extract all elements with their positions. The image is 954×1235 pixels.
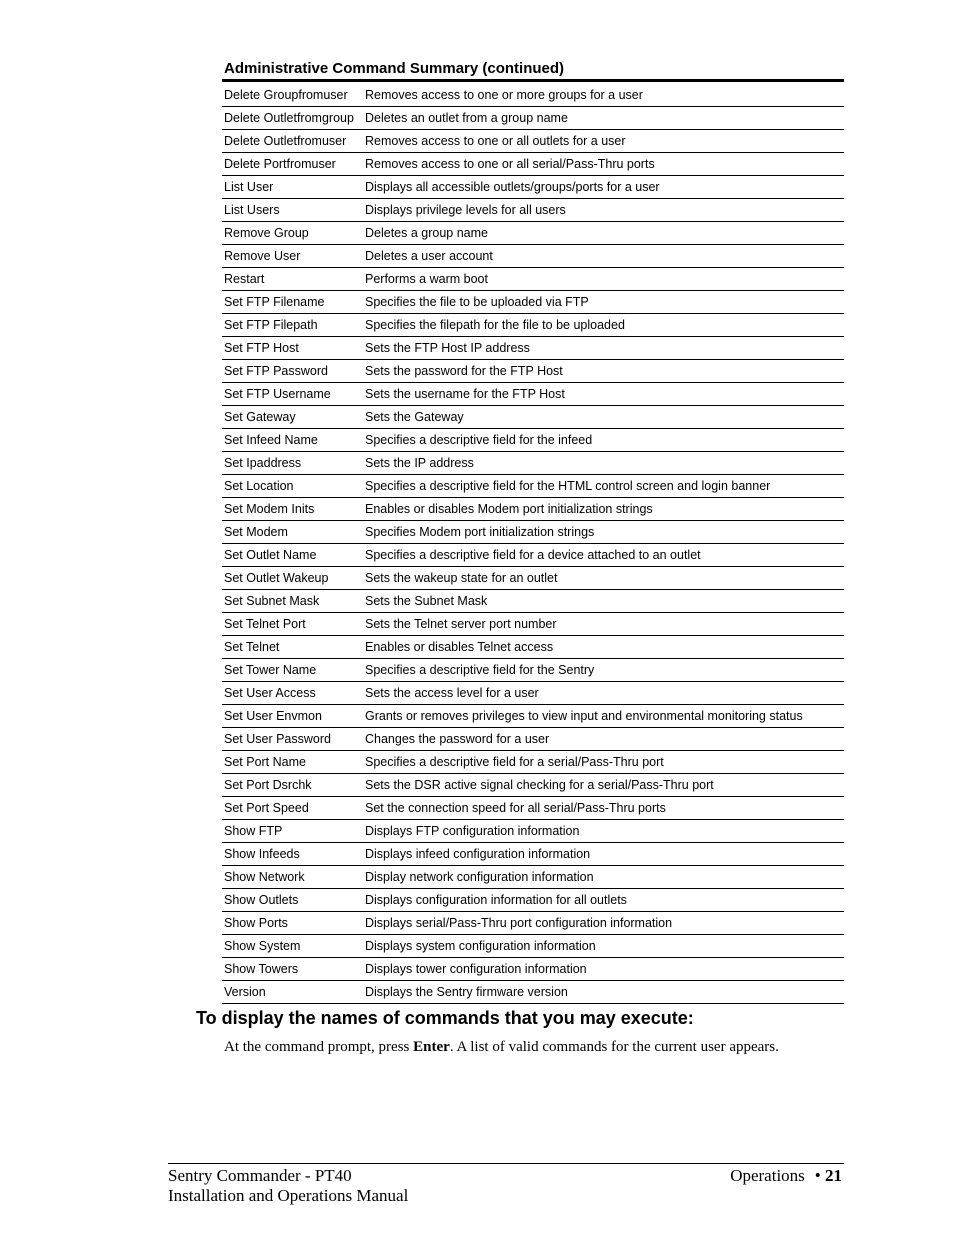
instruction-key-enter: Enter [413,1039,450,1055]
command-description-cell: Sets the password for the FTP Host [363,360,844,383]
table-row [222,337,844,360]
command-name-cell: Delete Outletfromuser [222,130,363,153]
command-description-cell: Sets the username for the FTP Host [363,383,844,406]
command-description-cell: Changes the password for a user [363,728,844,751]
command-name-cell: Delete Groupfromuser [222,84,363,107]
command-name-cell: Set Port Dsrchk [222,774,363,797]
table-row [222,866,844,889]
command-name-cell: Set Port Speed [222,797,363,820]
table-row [222,705,844,728]
command-description-cell: Displays tower configuration information [363,958,844,981]
command-description-cell: Removes access to one or more groups for a user [363,84,844,107]
command-description-cell: Specifies a descriptive field for a device attached to an outlet [363,544,844,567]
command-name-cell: Set Telnet [222,636,363,659]
command-description-cell: Enables or disables Modem port initialization strings [363,498,844,521]
title-rule [222,79,844,82]
command-name-cell: Set Tower Name [222,659,363,682]
command-description-cell: Sets the FTP Host IP address [363,337,844,360]
table-row [222,268,844,291]
table-row [222,84,844,107]
table-row [222,130,844,153]
command-summary-table [222,84,844,1004]
command-name-cell: Restart [222,268,363,291]
table-row [222,682,844,705]
table-row [222,567,844,590]
footer-chapter: Operations [730,1166,805,1185]
footer-rule [168,1163,844,1164]
footer-bullet: • [814,1166,821,1185]
table-row [222,544,844,567]
table-row [222,590,844,613]
command-name-cell: Show Network [222,866,363,889]
command-name-cell: Show Ports [222,912,363,935]
command-description-cell: Sets the DSR active signal checking for a serial/Pass-Thru port [363,774,844,797]
command-name-cell: Delete Portfromuser [222,153,363,176]
command-name-cell: Show Towers [222,958,363,981]
command-name-cell: Remove User [222,245,363,268]
command-description-cell: Grants or removes privileges to view input and environmental monitoring status [363,705,844,728]
table-row [222,314,844,337]
command-description-cell: Specifies Modem port initialization strings [363,521,844,544]
command-description-cell: Display network configuration information [363,866,844,889]
table-row [222,636,844,659]
command-name-cell: Set FTP Password [222,360,363,383]
table-row [222,498,844,521]
command-description-cell: Sets the access level for a user [363,682,844,705]
command-description-cell: Sets the IP address [363,452,844,475]
command-description-cell: Sets the Gateway [363,406,844,429]
command-description-cell: Sets the Telnet server port number [363,613,844,636]
section-heading: To display the names of commands that you may execute: [196,1008,694,1028]
command-description-cell: Enables or disables Telnet access [363,636,844,659]
command-name-cell: Set User Password [222,728,363,751]
command-description-cell: Deletes a group name [363,222,844,245]
command-name-cell: Show FTP [222,820,363,843]
command-name-cell: Show Infeeds [222,843,363,866]
footer-page-number: 21 [825,1166,842,1185]
table-row [222,774,844,797]
instruction-text-after: . A list of valid commands for the current user appears. [449,1039,779,1055]
table-row [222,429,844,452]
command-name-cell: Set FTP Filepath [222,314,363,337]
footer-product-name: Sentry Commander - PT40 [168,1166,352,1185]
command-description-cell: Displays system configuration information [363,935,844,958]
table-row [222,199,844,222]
table-row [222,245,844,268]
command-description-cell: Removes access to one or all outlets for a user [363,130,844,153]
command-description-cell: Displays all accessible outlets/groups/ports for a user [363,176,844,199]
table-row [222,475,844,498]
command-description-cell: Specifies a descriptive field for the infeed [363,429,844,452]
command-name-cell: Set Gateway [222,406,363,429]
command-description-cell: Deletes an outlet from a group name [363,107,844,130]
command-name-cell: Set Outlet Wakeup [222,567,363,590]
instruction-text-before: At the command prompt, press [224,1039,414,1055]
table-row [222,383,844,406]
command-description-cell: Specifies a descriptive field for a serial/Pass-Thru port [363,751,844,774]
command-name-cell: Set Modem [222,521,363,544]
footer-manual-name: Installation and Operations Manual [168,1186,409,1205]
command-table-body [222,84,844,1004]
footer-right [730,1166,842,1186]
command-description-cell: Set the connection speed for all serial/Pass-Thru ports [363,797,844,820]
command-name-cell: Set FTP Filename [222,291,363,314]
command-description-cell: Sets the wakeup state for an outlet [363,567,844,590]
command-description-cell: Displays FTP configuration information [363,820,844,843]
command-description-cell: Specifies a descriptive field for the Sentry [363,659,844,682]
table-row [222,613,844,636]
footer-left [168,1166,408,1206]
command-name-cell: Set FTP Host [222,337,363,360]
table-row [222,360,844,383]
table-row [222,820,844,843]
command-name-cell: Set FTP Username [222,383,363,406]
command-name-cell: Set Subnet Mask [222,590,363,613]
table-row [222,751,844,774]
command-name-cell: Set Ipaddress [222,452,363,475]
table-row [222,107,844,130]
command-name-cell: Set User Access [222,682,363,705]
command-description-cell: Displays serial/Pass-Thru port configuration information [363,912,844,935]
table-row [222,889,844,912]
command-name-cell: Version [222,981,363,1004]
command-name-cell: Delete Outletfromgroup [222,107,363,130]
table-row [222,958,844,981]
command-description-cell: Displays configuration information for all outlets [363,889,844,912]
table-row [222,452,844,475]
command-name-cell: Remove Group [222,222,363,245]
command-description-cell: Specifies the file to be uploaded via FTP [363,291,844,314]
command-description-cell: Specifies the filepath for the file to be uploaded [363,314,844,337]
table-row [222,935,844,958]
table-row [222,728,844,751]
command-name-cell: Set Infeed Name [222,429,363,452]
command-description-cell: Displays infeed configuration information [363,843,844,866]
command-name-cell: Set Telnet Port [222,613,363,636]
table-row [222,176,844,199]
table-row [222,797,844,820]
command-name-cell: Set User Envmon [222,705,363,728]
command-description-cell: Deletes a user account [363,245,844,268]
table-row [222,521,844,544]
table-title: Administrative Command Summary (continued) [224,60,565,77]
command-description-cell: Displays privilege levels for all users [363,199,844,222]
instruction-paragraph [224,1039,779,1056]
command-name-cell: Set Port Name [222,751,363,774]
command-description-cell: Sets the Subnet Mask [363,590,844,613]
command-name-cell: Show System [222,935,363,958]
command-description-cell: Performs a warm boot [363,268,844,291]
table-row [222,981,844,1004]
command-description-cell: Specifies a descriptive field for the HTML control screen and login banner [363,475,844,498]
command-name-cell: Set Outlet Name [222,544,363,567]
table-row [222,222,844,245]
command-name-cell: Set Location [222,475,363,498]
command-name-cell: Set Modem Inits [222,498,363,521]
command-name-cell: List Users [222,199,363,222]
command-name-cell: Show Outlets [222,889,363,912]
table-row [222,843,844,866]
command-name-cell: List User [222,176,363,199]
command-description-cell: Removes access to one or all serial/Pass-Thru ports [363,153,844,176]
table-row [222,291,844,314]
table-row [222,153,844,176]
table-row [222,659,844,682]
command-description-cell: Displays the Sentry firmware version [363,981,844,1004]
table-row [222,912,844,935]
table-row [222,406,844,429]
